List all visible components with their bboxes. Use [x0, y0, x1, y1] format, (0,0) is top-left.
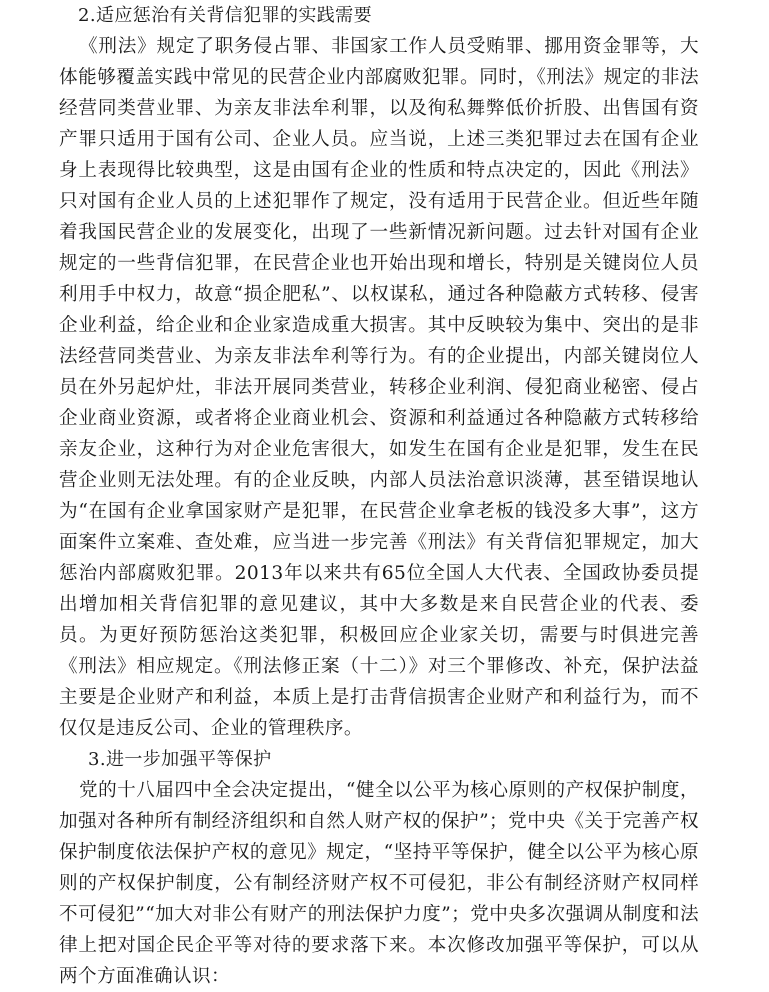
document-page: [59, 0, 699, 992]
section-2-paragraph: 《刑法》规定了职务侵占罪、非国家工作人员受贿罪、挪用资金罪等，大体能够覆盖实践中常见的民营企业内部腐败犯罪。同时，《刑法》规定的非法经营同类营业罪、为亲友非法牟利罪，以及徇私舞弊低价折股、出售国有资产罪只适用于国有公司、企业人员。应当说，上述三类犯罪过去在国有企业身上表现得比较典型，这是由国有企业的性质和特点决定的，因此《刑法》只对国有企业人员的上述犯罪作了规定，没有适用于民营企业。但近些年随着我国民营企业的发展变化，出现了一些新情况新问题。过去针对国有企业规定的一些背信犯罪，在民营企业也开始出现和增长，特别是关键岗位人员利用手中权力，故意“损企肥私”、以权谋私，通过各种隐蔽方式转移、侵害企业利益，给企业和企业家造成重大损害。其中反映较为集中、突出的是非法经营同类营业、为亲友非法牟利等行为。有的企业提出，内部关键岗位人员在外另起炉灶，非法开展同类营业，转移企业利润、侵犯商业秘密、侵占企业商业资源，或者将企业商业机会、资源和利益通过各种隐蔽方式转移给亲友企业，这种行为对企业危害很大，如发生在国有企业是犯罪，发生在民营企业则无法处理。有的企业反映，内部人员法治意识淡薄，甚至错误地认为“在国有企业拿国家财产是犯罪，在民营企业拿老板的钱没多大事”，这方面案件立案难、查处难，应当进一步完善《刑法》有关背信犯罪规定，加大惩治内部腐败犯罪。2013年以来共有65位全国人大代表、全国政协委员提出增加相关背信犯罪的意见建议，其中大多数是来自民营企业的代表、委员。为更好预防惩治这类犯罪，积极回应企业家关切，需要与时俱进完善《刑法》相应规定。《刑法修正案（十二）》对三个罪修改、补充，保护法益主要是企业财产和利益，本质上是打击背信损害企业财产和利益行为，而不仅仅是违反公司、企业的管理秩序。: [59, 36, 699, 739]
section-2-heading: 2.适应惩治有关背信犯罪的实践需要: [78, 5, 372, 26]
section-3-paragraph: 党的十八届四中全会决定提出，“健全以公平为核心原则的产权保护制度，加强对各种所有制经济组织和自然人财产权的保护”；党中央《关于完善产权保护制度依法保护产权的意见》规定，“坚持平等保护，健全以公平为核心原则的产权保护制度，公有制经济财产权不可侵犯，非公有制经济财产权同样不可侵犯”“加大对非公有财产的刑法保护力度”；党中央多次强调从制度和法律上把对国企民企平等对待的要求落下来。本次修改加强平等保护，可以从两个方面准确认识：: [59, 780, 699, 987]
section-3-heading: 3.进一步加强平等保护: [88, 749, 272, 770]
